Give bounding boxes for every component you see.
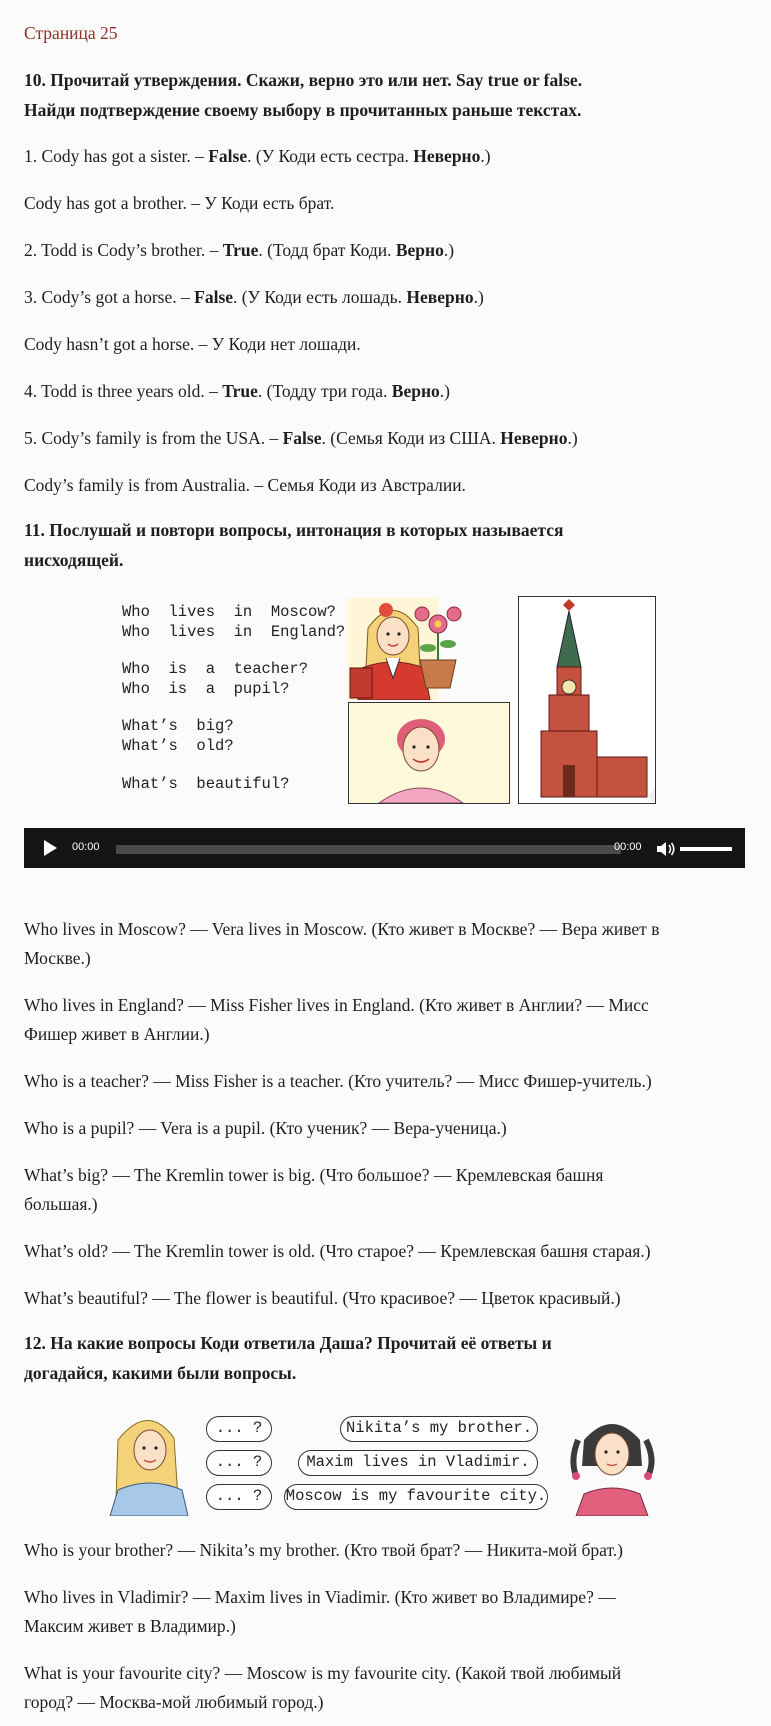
ex12-heading-line1: 12. На какие вопросы Коди ответила Даша? Прочитай её ответы и bbox=[24, 1333, 552, 1353]
page-title: Страница 25 bbox=[24, 23, 118, 43]
ex10-item-4: 4. Todd is three years old. – True. (Тодду три года. Верно.) bbox=[24, 381, 450, 401]
progress-rail[interactable] bbox=[116, 845, 621, 854]
volume-slider[interactable] bbox=[680, 847, 732, 851]
ex11-answer-6: What’s old? — The Kremlin tower is old. (Что старое? — Кремлевская башня старая.) bbox=[24, 1241, 651, 1261]
ex12-heading-line2: догадайся, какими были вопросы. bbox=[24, 1363, 297, 1383]
ex11-heading-line2: нисходящей. bbox=[24, 550, 124, 570]
answer-bubble: Moscow is my favourite city. bbox=[284, 1484, 548, 1510]
answer-bubble: Nikita’s my brother. bbox=[340, 1416, 538, 1442]
ex12-illustration bbox=[108, 1410, 668, 1520]
ex10-item-3: 3. Cody’s got a horse. – False. (У Коди есть лошадь. Неверно.) bbox=[24, 287, 484, 307]
ex11-answer-2-line1: Who lives in England? — Miss Fisher lives in England. (Кто живет в Англии? — Мисс bbox=[24, 995, 649, 1015]
ill-question: What’s old? bbox=[122, 737, 234, 755]
volume-icon[interactable] bbox=[656, 840, 676, 858]
ex12-answer-3-line2: город? — Москва-мой любимый город.) bbox=[24, 1692, 324, 1712]
ex10-heading-line2: Найди подтверждение своему выбору в прочитанных раньше текстах. bbox=[24, 100, 582, 120]
ill-question: Who lives in Moscow? bbox=[122, 603, 336, 621]
cody-picture bbox=[108, 1410, 193, 1516]
ex10-item-5: 5. Cody’s family is from the USA. – False. (Семья Коди из США. Неверно.) bbox=[24, 428, 578, 448]
ill-question: What’s big? bbox=[122, 717, 234, 735]
ex12-answer-1: Who is your brother? — Nikita’s my brother. (Кто твой брат? — Никита-мой брат.) bbox=[24, 1540, 623, 1560]
ex11-answer-1-line2: Москве.) bbox=[24, 948, 91, 968]
ex12-answer-2-line1: Who lives in Vladimir? — Maxim lives in Viadimir. (Кто живет во Владимире? — bbox=[24, 1587, 616, 1607]
ill-question: What’s beautiful? bbox=[122, 775, 290, 793]
ex12-answer-3-line1: What is your favourite city? — Moscow is my favourite city. (Какой твой любимый bbox=[24, 1663, 622, 1683]
ex10-heading-line1: 10. Прочитай утверждения. Скажи, верно это или нет. Say true or false. bbox=[24, 70, 583, 90]
flower-picture bbox=[408, 602, 468, 690]
ex10-item-3-note: Cody hasn’t got a horse. – У Коди нет лошади. bbox=[24, 334, 361, 354]
ex12-answer-2-line2: Максим живет в Владимир.) bbox=[24, 1616, 236, 1636]
ex11-answer-7: What’s beautiful? — The flower is beautiful. (Что красивое? — Цветок красивый.) bbox=[24, 1288, 621, 1308]
ex11-illustration bbox=[118, 594, 664, 809]
ex10-item-1-note: Cody has got a brother. – У Коди есть брат. bbox=[24, 193, 335, 213]
question-bubble: ... ? bbox=[206, 1416, 272, 1442]
kremlin-tower-picture bbox=[519, 597, 655, 803]
ex11-answer-5-line2: большая.) bbox=[24, 1194, 98, 1214]
question-bubble: ... ? bbox=[206, 1484, 272, 1510]
dasha-picture bbox=[562, 1410, 662, 1516]
answer-bubble: Maxim lives in Vladimir. bbox=[298, 1450, 538, 1476]
miss-fisher-picture-frame bbox=[348, 702, 510, 804]
duration: 00:00 bbox=[614, 841, 642, 853]
ex11-answer-1-line1: Who lives in Moscow? — Vera lives in Moscow. (Кто живет в Москве? — Вера живет в bbox=[24, 919, 660, 939]
ex11-answer-3: Who is a teacher? — Miss Fisher is a teacher. (Кто учитель? — Мисс Фишер-учитель.) bbox=[24, 1071, 652, 1091]
ex11-answer-2-line2: Фишер живет в Англии.) bbox=[24, 1024, 210, 1044]
ex11-heading-line1: 11. Послушай и повтори вопросы, интонация в которых называется bbox=[24, 520, 564, 540]
ex10-item-2: 2. Todd is Cody’s brother. – True. (Тодд брат Коди. Верно.) bbox=[24, 240, 455, 260]
current-time: 00:00 bbox=[72, 841, 100, 853]
ex10-item-5-note: Cody’s family is from Australia. – Семья Коди из Австралии. bbox=[24, 475, 466, 495]
ill-question: Who is a pupil? bbox=[122, 680, 290, 698]
audio-player bbox=[24, 828, 745, 868]
question-bubble: ... ? bbox=[206, 1450, 272, 1476]
ill-question: Who lives in England? bbox=[122, 623, 346, 641]
ex11-answer-5-line1: What’s big? — The Kremlin tower is big. (Что большое? — Кремлевская башня bbox=[24, 1165, 604, 1185]
ill-question: Who is a teacher? bbox=[122, 660, 309, 678]
play-button-icon[interactable] bbox=[44, 840, 57, 856]
miss-fisher-picture bbox=[349, 703, 509, 803]
ex10-item-1: 1. Cody has got a sister. – False. (У Коди есть сестра. Неверно.) bbox=[24, 146, 491, 166]
ex11-answer-4: Who is a pupil? — Vera is a pupil. (Кто ученик? — Вера-ученица.) bbox=[24, 1118, 507, 1138]
kremlin-tower-picture-frame bbox=[518, 596, 656, 804]
